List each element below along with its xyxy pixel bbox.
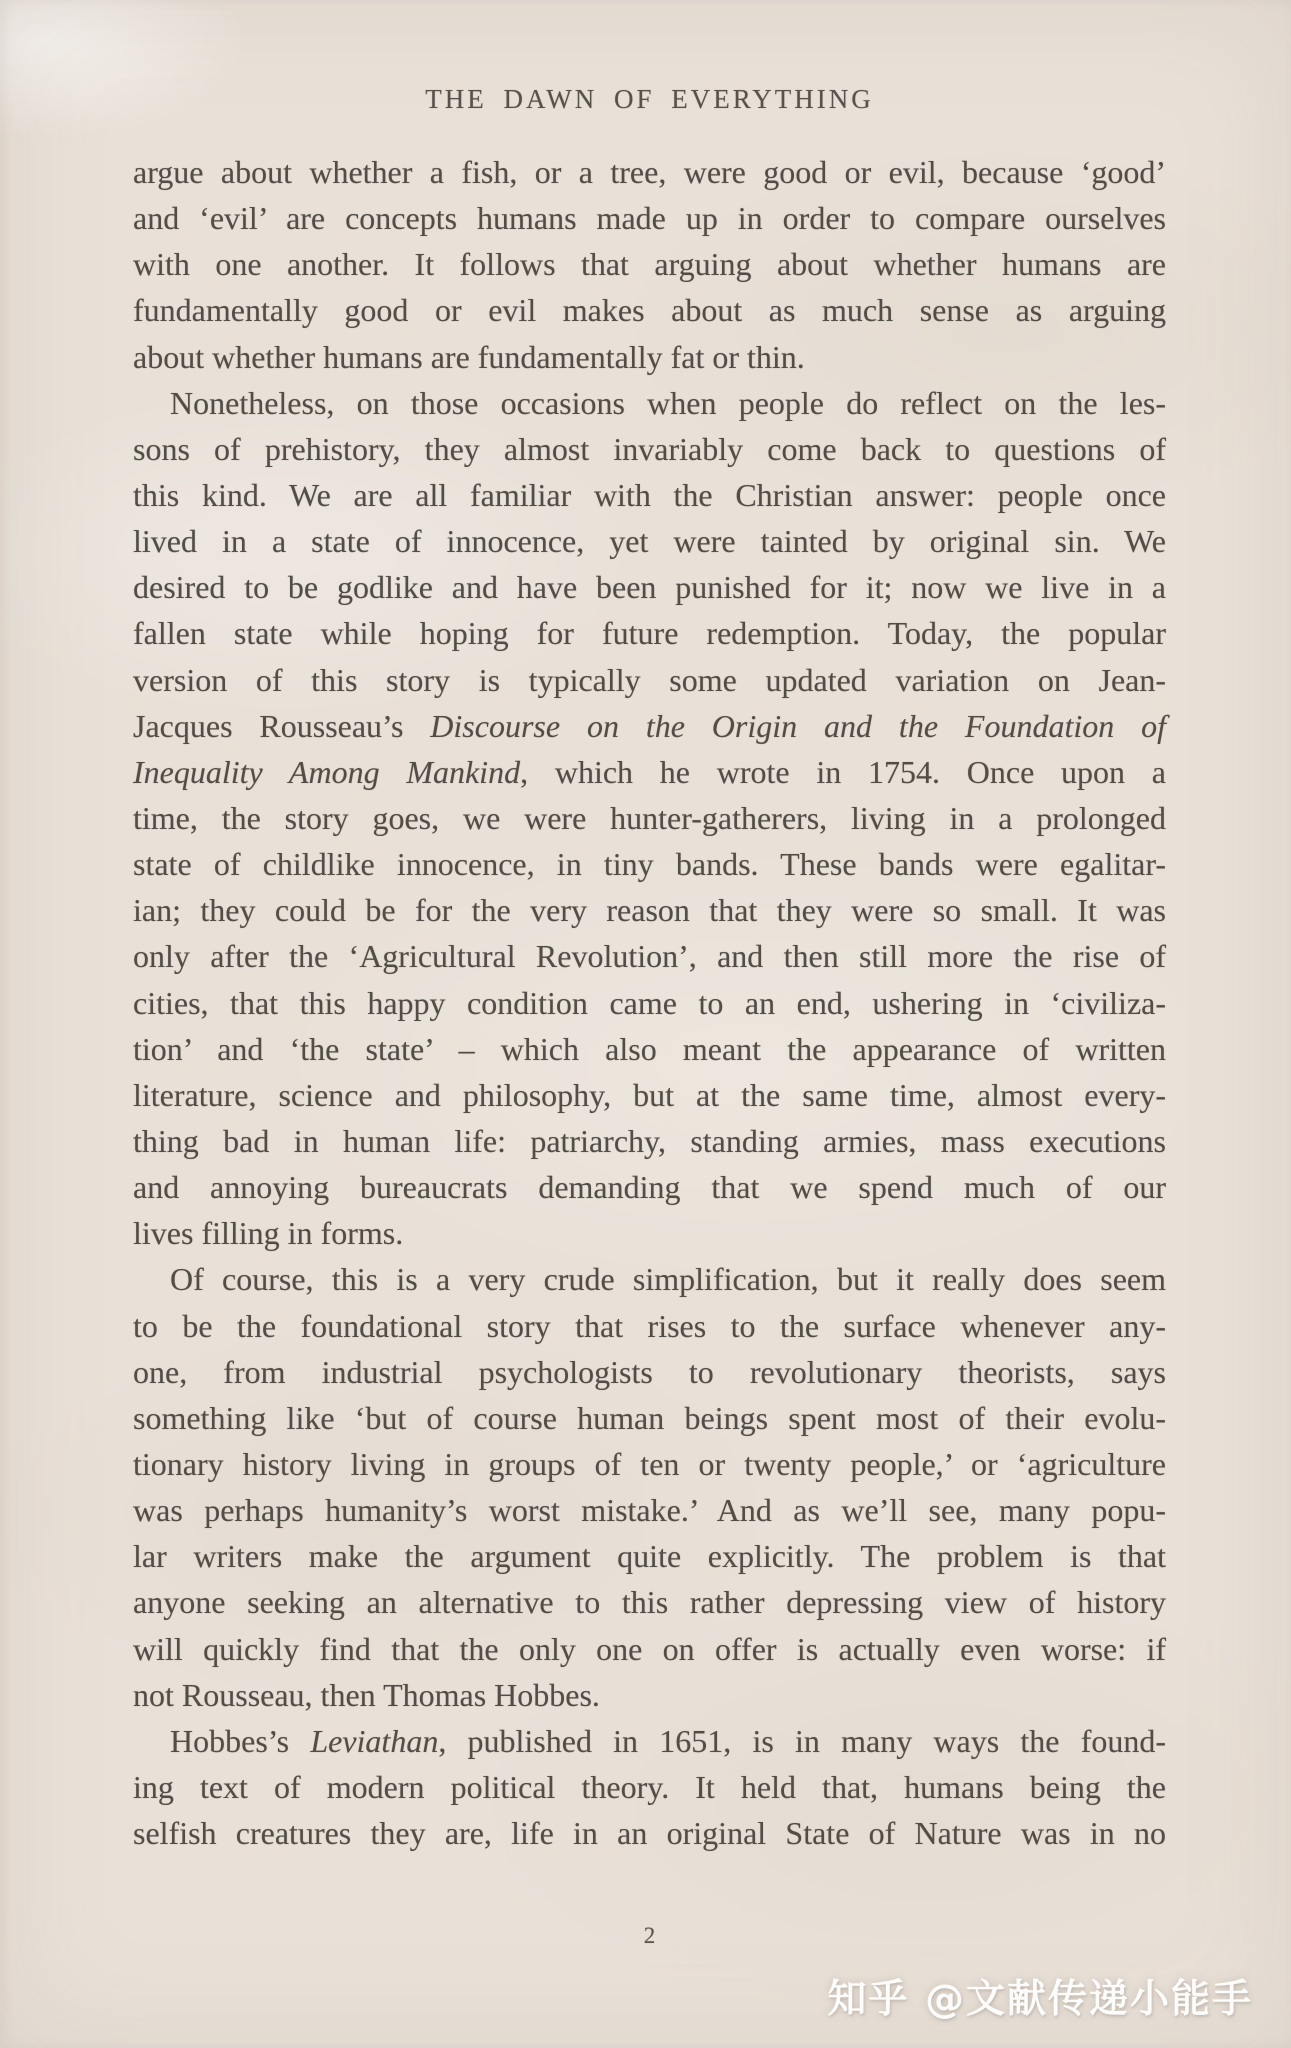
text-line: time, the story goes, we were hunter-gatherers, living in a prolonged (133, 799, 1166, 836)
text-line: version of this story is typically some updated variation on Jean- (133, 661, 1166, 698)
text-line: to be the foundational story that rises to the surface whenever any- (133, 1307, 1166, 1344)
text-line: sons of prehistory, they almost invariably come back to questions of (133, 430, 1166, 467)
text-line: not Rousseau, then Thomas Hobbes. (133, 1676, 600, 1713)
text-line: will quickly find that the only one on offer is actually even worse: if (133, 1630, 1166, 1667)
text-line: argue about whether a fish, or a tree, were good or evil, because ‘good’ (133, 154, 1166, 190)
text-line: ing text of modern political theory. It held that, humans being the (133, 1768, 1166, 1805)
paragraph (133, 1718, 1166, 1856)
text-line: lived in a state of innocence, yet were tainted by original sin. We (133, 523, 1166, 560)
text-line: cities, that this happy condition came to an end, ushering in ‘civiliza- (133, 984, 1166, 1021)
text-line: Nonetheless, on those occasions when people do reflect on the les- (170, 384, 1166, 421)
text-line: Inequality Among Mankind, which he wrote in 1754. Once upon a (133, 753, 1167, 790)
text-line: desired to be godlike and have been punished for it; now we live in a (133, 569, 1166, 606)
paragraph (133, 1256, 1166, 1717)
text-line: selfish creatures they are, life in an original State of Nature was in no (133, 1815, 1166, 1852)
page-number: 2 (643, 1923, 656, 1948)
watermark: 知乎 @文献传递小能手 (827, 1977, 1253, 2022)
body-text (133, 149, 1166, 1856)
text-line: was perhaps humanity’s worst mistake.’ And as we’ll see, many popu- (133, 1492, 1166, 1529)
text-line: thing bad in human life: patriarchy, standing armies, mass executions (133, 1122, 1166, 1159)
text-line: ian; they could be for the very reason that they were so small. It was (133, 892, 1166, 929)
text-line: fallen state while hoping for future redemption. Today, the popular (133, 615, 1166, 652)
text-line: Of course, this is a very crude simplification, but it really does seem (170, 1261, 1166, 1298)
paragraph (133, 149, 1166, 380)
text-line: and annoying bureaucrats demanding that we spend much of our (133, 1169, 1166, 1206)
text-line: tion’ and ‘the state’ – which also meant the appearance of written (133, 1030, 1166, 1067)
text-line: lives filling in forms. (133, 1215, 404, 1252)
text-line: with one another. It follows that arguing about whether humans are (133, 246, 1166, 283)
text-line: one, from industrial psychologists to revolutionary theorists, says (133, 1353, 1166, 1390)
text-line: literature, science and philosophy, but at the same time, almost every- (133, 1076, 1166, 1113)
text-line: only after the ‘Agricultural Revolution’, and then still more the rise of (133, 938, 1166, 975)
text-line: about whether humans are fundamentally fat or thin. (133, 338, 805, 375)
text-line: lar writers make the argument quite explicitly. The problem is that (133, 1538, 1166, 1575)
text-line: Jacques Rousseau’s Discourse on the Origin and the Foundation of (133, 707, 1167, 744)
text-line: something like ‘but of course human beings spent most of their evolu- (133, 1399, 1166, 1436)
text-line: fundamentally good or evil makes about as much sense as arguing (133, 292, 1166, 329)
text-line: state of childlike innocence, in tiny bands. These bands were egalitar- (133, 846, 1166, 883)
text-line: anyone seeking an alternative to this rather depressing view of history (133, 1584, 1166, 1621)
text-line: Hobbes’s Leviathan, published in 1651, is in many ways the found- (170, 1722, 1167, 1759)
running-head: THE DAWN OF EVERYTHING (425, 84, 874, 114)
text-line: this kind. We are all familiar with the Christian answer: people once (133, 476, 1166, 513)
text-line: and ‘evil’ are concepts humans made up in order to compare ourselves (133, 200, 1166, 237)
text-line: tionary history living in groups of ten or twenty people,’ or ‘agriculture (133, 1445, 1166, 1482)
paragraph (133, 380, 1166, 1257)
